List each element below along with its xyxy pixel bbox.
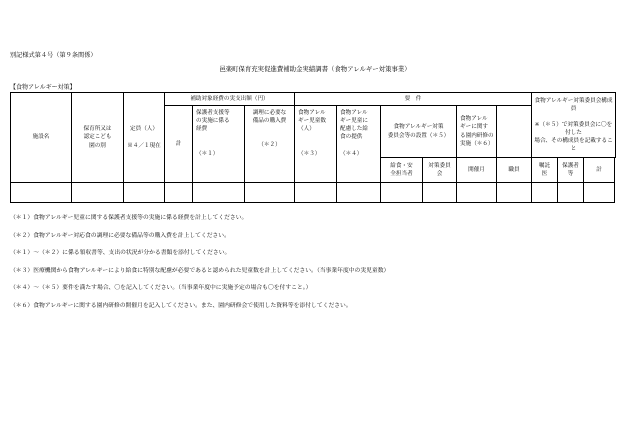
cooking-supplies-cell[interactable]	[245, 183, 295, 203]
capacity-header: 定員（人） ※４／１現在	[124, 93, 165, 183]
footnote-6: （＊６）食物アレルギーに関する園内研修の開催月を記入してください。また、園内研修会で使用した資料等を添付してください。	[10, 302, 352, 309]
committee-setup-header: 食物アレルギー対策 委員会等の設置（＊５）	[381, 106, 457, 158]
table-row	[11, 183, 616, 203]
facility-name-cell[interactable]	[11, 183, 72, 203]
document-title: 邑楽町保育充実促進費補助金実績調書（食物アレルギー対策事業）	[219, 65, 411, 73]
requirements-header: 要 件	[295, 93, 532, 106]
committee-cell[interactable]	[423, 183, 457, 203]
allergy-children-header: 食物アレル ギー児童数 （人） （＊３）	[295, 106, 337, 183]
member-guardian-header: 保護者 等	[558, 158, 584, 183]
guardian-support-header: 保護者支援等 の実施に係る 経費 （＊１）	[193, 106, 245, 183]
footnote-1: （＊１）食物アレルギー児童に関する保護者支援等の実施に係る経費を計上してください。	[10, 215, 248, 221]
subsidy-total-header: 計	[165, 106, 193, 183]
footnote-2: （＊２）食物アレルギー対応食の調理に必要な備品等の購入費を計上してください。	[10, 232, 230, 239]
footnote-5: （＊４）～（＊５）要件を満たす場合、〇を記入してください。（当事業年度中に実施予定の場合も〇を付すこと。）	[10, 285, 312, 291]
report-table	[10, 92, 616, 203]
subsidy-expenditure-header: 補助対象経費の実支出額（円）	[165, 93, 295, 106]
committee-members-title: 食物アレルギー対策委員会構成員	[534, 97, 613, 112]
cooking-supplies-header: 調理に必要な 備品の購入費 （＊２）	[245, 106, 295, 183]
member-doctor-header: 嘱託 医	[532, 158, 558, 183]
training-header: 食物アレル ギーに関す る園内研修の 実施（＊６）	[457, 106, 497, 158]
footnote-3: （＊１）～（＊２）に係る領収書等、支出の状況が分かる書類を添付してください。	[10, 250, 231, 256]
footnotes	[10, 213, 620, 318]
footnote-4: （＊３）医療機関から食物アレルギーにより給食に特別な配慮が必要であると認められた児童数を計上してください。（当事業年度中の実児童数）	[10, 267, 390, 274]
committee-header: 対策委員 会	[423, 158, 457, 183]
member-staff-header: 職員	[497, 158, 532, 183]
safety-officer-cell[interactable]	[381, 183, 423, 203]
committee-members-header	[532, 93, 616, 158]
member-guardian-cell[interactable]	[558, 183, 584, 203]
capacity-cell[interactable]	[124, 183, 165, 203]
guardian-support-cell[interactable]	[193, 183, 245, 203]
allergy-children-cell[interactable]	[295, 183, 337, 203]
held-month-header: 開催月	[457, 158, 497, 183]
facility-name-header: 施設名	[11, 93, 72, 183]
facility-type-header: 保育所又は 認定こども 園の別	[72, 93, 124, 183]
member-total-header: 計	[584, 158, 615, 183]
held-month-cell[interactable]	[457, 183, 497, 203]
allergy-meals-cell[interactable]	[337, 183, 381, 203]
form-number: 別記様式第４号（第９条関係）	[10, 52, 97, 59]
member-total-cell[interactable]	[584, 183, 615, 203]
member-staff-cell[interactable]	[497, 183, 532, 203]
section-label: 【食物アレルギー対策】	[10, 84, 76, 91]
subsidy-total-cell[interactable]	[165, 183, 193, 203]
allergy-meals-header: 食物アレル ギー児童に 配慮した給 食の提供 （＊４）	[337, 106, 381, 183]
member-doctor-cell[interactable]	[532, 183, 558, 203]
committee-members-note: ※（＊５）で対策委員会に〇を付した 場合、その構成員を記載すること	[534, 121, 613, 153]
safety-officer-header: 給食・安 全担当者	[381, 158, 423, 183]
facility-type-cell[interactable]	[72, 183, 124, 203]
